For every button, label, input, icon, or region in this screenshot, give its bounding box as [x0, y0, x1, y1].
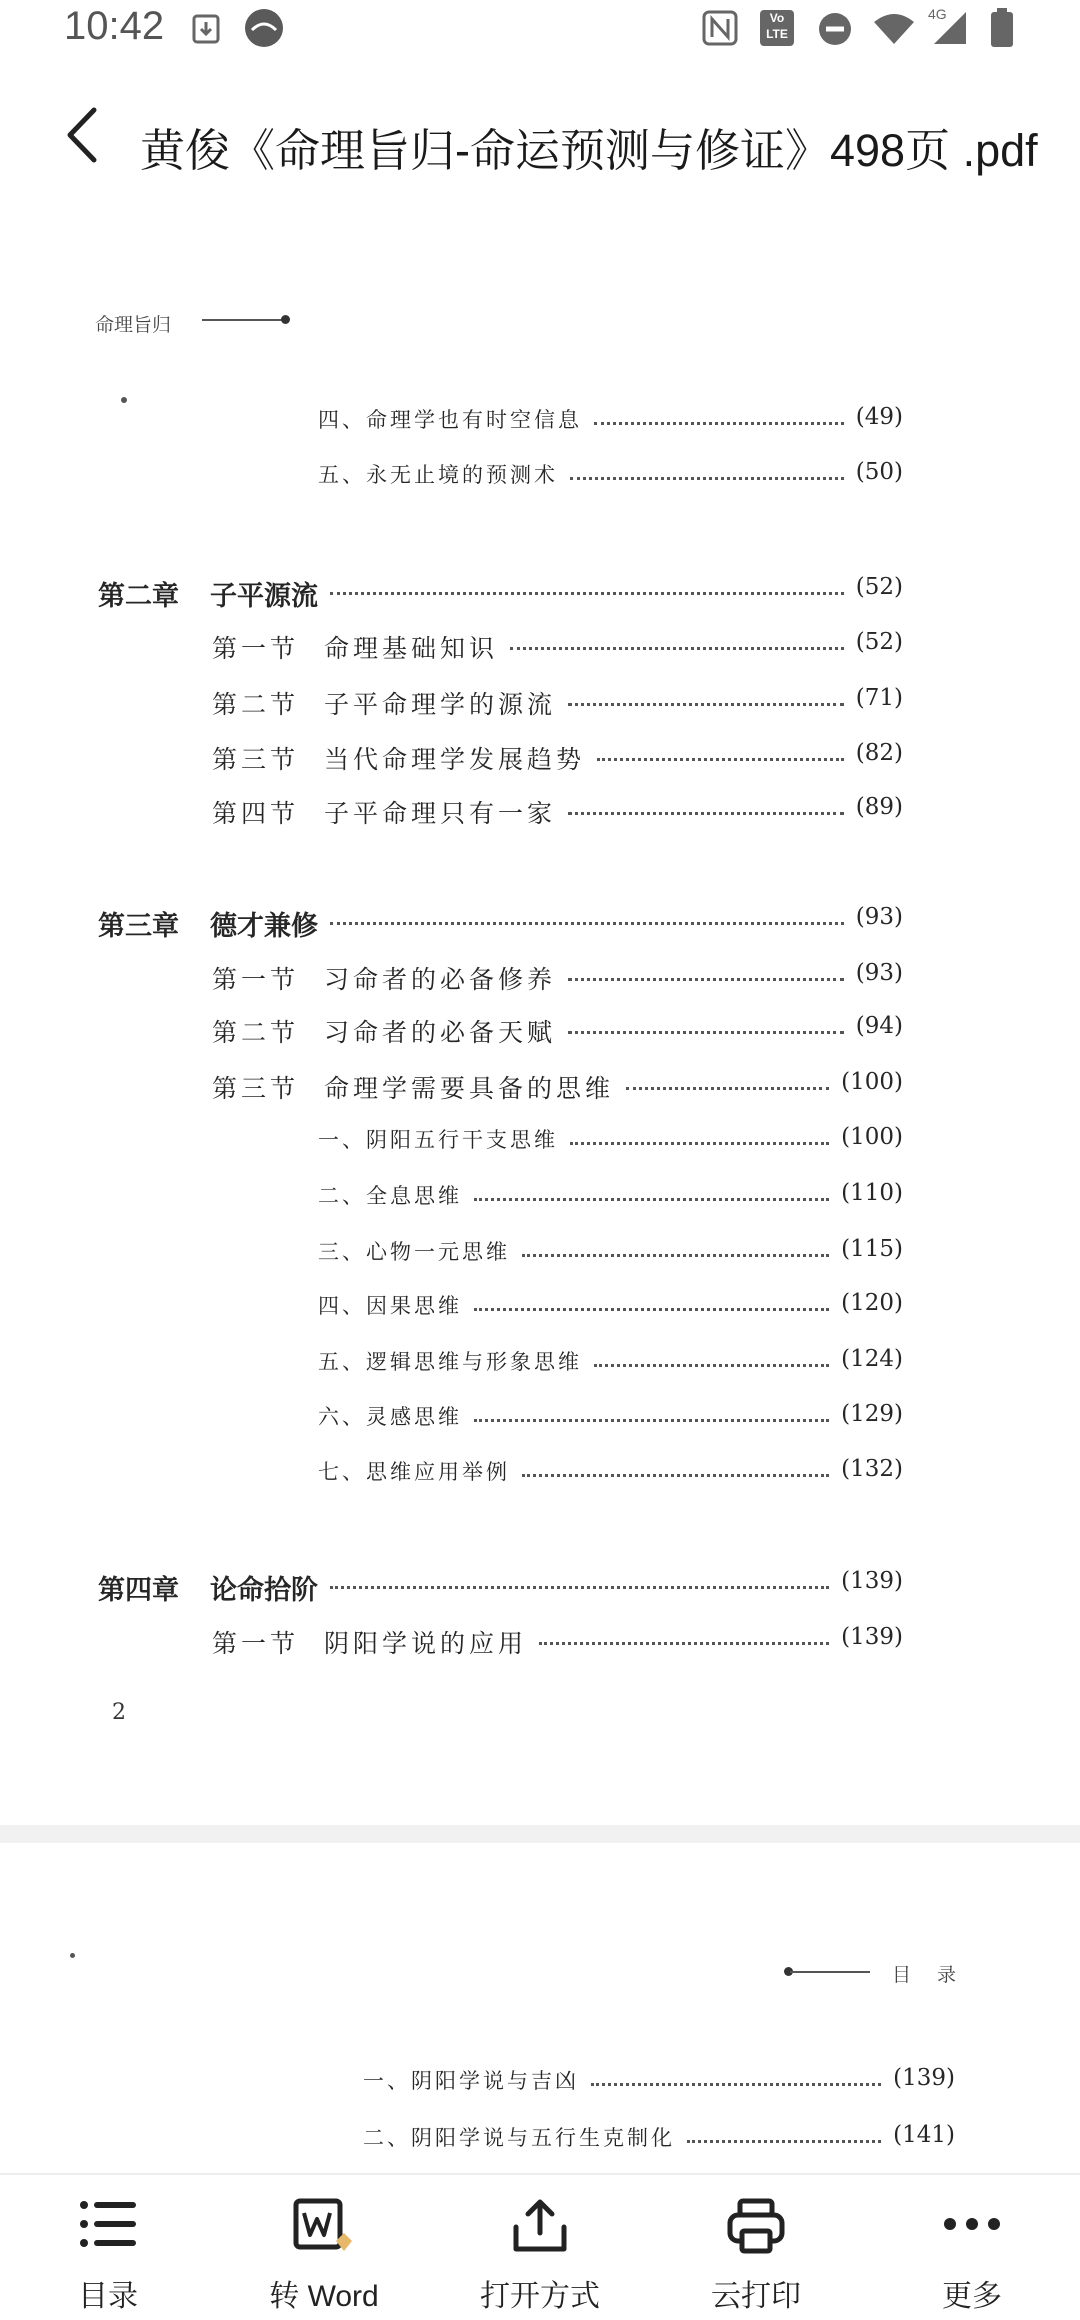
- section-label: 第一节: [212, 634, 300, 663]
- running-head: 目 录: [892, 1964, 967, 1986]
- toc-subsection-row[interactable]: [363, 2065, 955, 2109]
- chapter-label: 第三章: [98, 911, 179, 942]
- toc-page-number: (49): [855, 404, 903, 430]
- toc-page-number: (89): [855, 794, 903, 820]
- dot-leader: [570, 477, 844, 480]
- status-time: 10:42: [64, 4, 165, 48]
- toc-page-number: (52): [855, 629, 903, 655]
- toc-section-row[interactable]: [212, 794, 903, 838]
- toc-page-number: (129): [841, 1401, 903, 1427]
- convert-word-icon: [292, 2197, 356, 2257]
- toc-entry-title: 习命者的必备修养: [324, 965, 557, 994]
- toolbar-label: 打开方式: [480, 2280, 600, 2313]
- toolbar-open-with-button[interactable]: [450, 2175, 630, 2320]
- dot-leader: [594, 1364, 829, 1367]
- running-head-dot: [281, 315, 290, 324]
- toc-subsection-row[interactable]: [318, 1290, 903, 1334]
- dot-leader: [687, 2140, 881, 2143]
- toc-page-number: (52): [855, 574, 903, 600]
- toc-page-number: (110): [841, 1180, 903, 1206]
- status-bar: [0, 0, 1080, 60]
- toc-subsection-row[interactable]: [318, 1456, 903, 1500]
- toc-subsection-row[interactable]: [363, 2122, 955, 2166]
- dot-leader: [568, 703, 844, 706]
- toc-chapter-row[interactable]: [98, 904, 903, 948]
- toc-entry-title: 一、阴阳学说与吉凶: [363, 2069, 579, 2093]
- toc-entry-title: 子平源流: [210, 581, 318, 612]
- toolbar-contents-button[interactable]: [18, 2175, 198, 2320]
- dot-leader: [568, 1031, 844, 1034]
- download-icon: [192, 14, 220, 44]
- section-label: 第二节: [212, 1018, 300, 1047]
- running-head-rule: [790, 1971, 870, 1973]
- document-title: 黄俊《命理旨归-命运预测与修证》498页 .pdf: [140, 125, 1038, 176]
- chapter-label: 第四章: [98, 1575, 179, 1606]
- toc-page-number: (71): [855, 685, 903, 711]
- toc-section-row[interactable]: [212, 1069, 903, 1113]
- dot-leader: [330, 1586, 829, 1589]
- nfc-icon: [702, 10, 738, 46]
- toc-entry-title: 习命者的必备天赋: [324, 1018, 557, 1047]
- page-number: 2: [112, 1700, 126, 1725]
- toc-entry-title: 命理学需要具备的思维: [324, 1074, 615, 1103]
- section-label: 第二节: [212, 690, 300, 719]
- toc-page-number: (139): [841, 1624, 903, 1650]
- toc-section-row[interactable]: [212, 960, 903, 1004]
- dot-leader: [474, 1419, 829, 1422]
- toolbar-cloud-print-button[interactable]: [666, 2175, 846, 2320]
- toc-section-row[interactable]: [212, 629, 903, 673]
- toc-page-number: (93): [855, 904, 903, 930]
- share-icon: [510, 2197, 570, 2255]
- toc-section-row[interactable]: [212, 1013, 903, 1057]
- toc-entry-title: 四、因果思维: [318, 1294, 462, 1318]
- toc-page-number: (120): [841, 1290, 903, 1316]
- dnd-icon: [818, 12, 852, 46]
- toc-subsection-row[interactable]: [318, 1401, 903, 1445]
- dot-leader: [539, 1642, 829, 1645]
- toc-subsection-row[interactable]: [318, 1236, 903, 1280]
- toc-entry-title: 五、永无止境的预测术: [318, 463, 558, 487]
- toc-entry-title: 三、心物一元思维: [318, 1240, 510, 1264]
- volte-label: Vo LTE: [766, 11, 788, 41]
- chapter-label: 第二章: [98, 581, 179, 612]
- toc-subsection-row[interactable]: [318, 459, 903, 503]
- toc-subsection-row[interactable]: [318, 404, 903, 448]
- running-head: 命理旨归: [95, 314, 172, 336]
- toc-entry-title: 子平命理学的源流: [324, 690, 557, 719]
- toc-page-number: (139): [893, 2065, 955, 2091]
- signal-4g-icon: [928, 6, 970, 48]
- toc-entry-title: 七、思维应用举例: [318, 1460, 510, 1484]
- toc-entry-title: 阴阳学说的应用: [324, 1629, 528, 1658]
- toc-page-number: (100): [841, 1124, 903, 1150]
- toolbar-label: 云打印: [711, 2280, 801, 2313]
- toc-subsection-row[interactable]: [318, 1124, 903, 1168]
- dot-leader: [522, 1474, 829, 1477]
- toc-entry-title: 德才兼修: [210, 911, 318, 942]
- pdf-page-2[interactable]: [0, 200, 1080, 1825]
- toc-page-number: (141): [893, 2122, 955, 2148]
- printer-icon: [726, 2197, 786, 2255]
- toc-entry-title: 命理基础知识: [324, 634, 499, 663]
- page-separator: [0, 1825, 1080, 1843]
- toc-entry-title: 二、全息思维: [318, 1184, 462, 1208]
- section-label: 第一节: [212, 965, 300, 994]
- battery-icon: [990, 8, 1014, 48]
- more-icon: [940, 2197, 1004, 2251]
- toc-entry-title: 二、阴阳学说与五行生克制化: [363, 2126, 675, 2150]
- wifi-icon: [872, 12, 916, 46]
- toc-subsection-row[interactable]: [318, 1180, 903, 1224]
- section-label: 第三节: [212, 1074, 300, 1103]
- scan-speck: [70, 1953, 75, 1958]
- toc-entry-title: 四、命理学也有时空信息: [318, 408, 582, 432]
- running-head-rule: [202, 319, 284, 321]
- document-title-bar: [0, 60, 1080, 202]
- toolbar-convert-word-button[interactable]: [234, 2175, 414, 2320]
- toc-page-number: (82): [855, 740, 903, 766]
- dot-leader: [626, 1087, 829, 1090]
- dot-leader: [330, 592, 844, 595]
- toc-entry-title: 一、阴阳五行干支思维: [318, 1128, 558, 1152]
- back-button[interactable]: [50, 100, 120, 170]
- dot-leader: [568, 812, 844, 815]
- toc-page-number: (115): [841, 1236, 903, 1262]
- toc-chapter-row[interactable]: [98, 1568, 903, 1612]
- toolbar-label: 转 Word: [269, 2280, 379, 2313]
- avatar-icon: [244, 8, 284, 48]
- section-label: 第一节: [212, 1629, 300, 1658]
- network-label: 4G: [928, 6, 947, 22]
- toc-chapter-row[interactable]: [98, 574, 903, 618]
- toc-entry-title: 五、逻辑思维与形象思维: [318, 1350, 582, 1374]
- scan-speck: [121, 397, 127, 403]
- dot-leader: [591, 2083, 881, 2086]
- toc-page-number: (100): [841, 1069, 903, 1095]
- toc-page-number: (132): [841, 1456, 903, 1482]
- toc-section-row[interactable]: [212, 740, 903, 784]
- toc-section-row[interactable]: [212, 1624, 903, 1668]
- toc-page-number: (94): [855, 1013, 903, 1039]
- toc-section-row[interactable]: [212, 685, 903, 729]
- list-icon: [78, 2197, 138, 2251]
- toc-subsection-row[interactable]: [318, 1346, 903, 1390]
- toolbar-more-button[interactable]: [882, 2175, 1062, 2320]
- toc-page-number: (93): [855, 960, 903, 986]
- toc-entry-title: 六、灵感思维: [318, 1405, 462, 1429]
- toolbar-label: 更多: [942, 2280, 1002, 2313]
- dot-leader: [570, 1142, 829, 1145]
- pdf-page-3[interactable]: [0, 1843, 1080, 2173]
- dot-leader: [522, 1254, 829, 1257]
- toolbar-label: 目录: [78, 2280, 138, 2313]
- toc-page-number: (124): [841, 1346, 903, 1372]
- dot-leader: [594, 422, 844, 425]
- volte-icon: [760, 10, 794, 46]
- bottom-toolbar: [0, 2173, 1080, 2320]
- toc-entry-title: 当代命理学发展趋势: [324, 745, 586, 774]
- dot-leader: [597, 758, 844, 761]
- dot-leader: [568, 978, 844, 981]
- toc-page-number: (50): [855, 459, 903, 485]
- dot-leader: [510, 647, 844, 650]
- section-label: 第四节: [212, 799, 300, 828]
- section-label: 第三节: [212, 745, 300, 774]
- dot-leader: [474, 1308, 829, 1311]
- toc-page-number: (139): [841, 1568, 903, 1594]
- toc-entry-title: 子平命理只有一家: [324, 799, 557, 828]
- toc-entry-title: 论命拾阶: [210, 1575, 318, 1606]
- dot-leader: [474, 1198, 829, 1201]
- dot-leader: [330, 922, 844, 925]
